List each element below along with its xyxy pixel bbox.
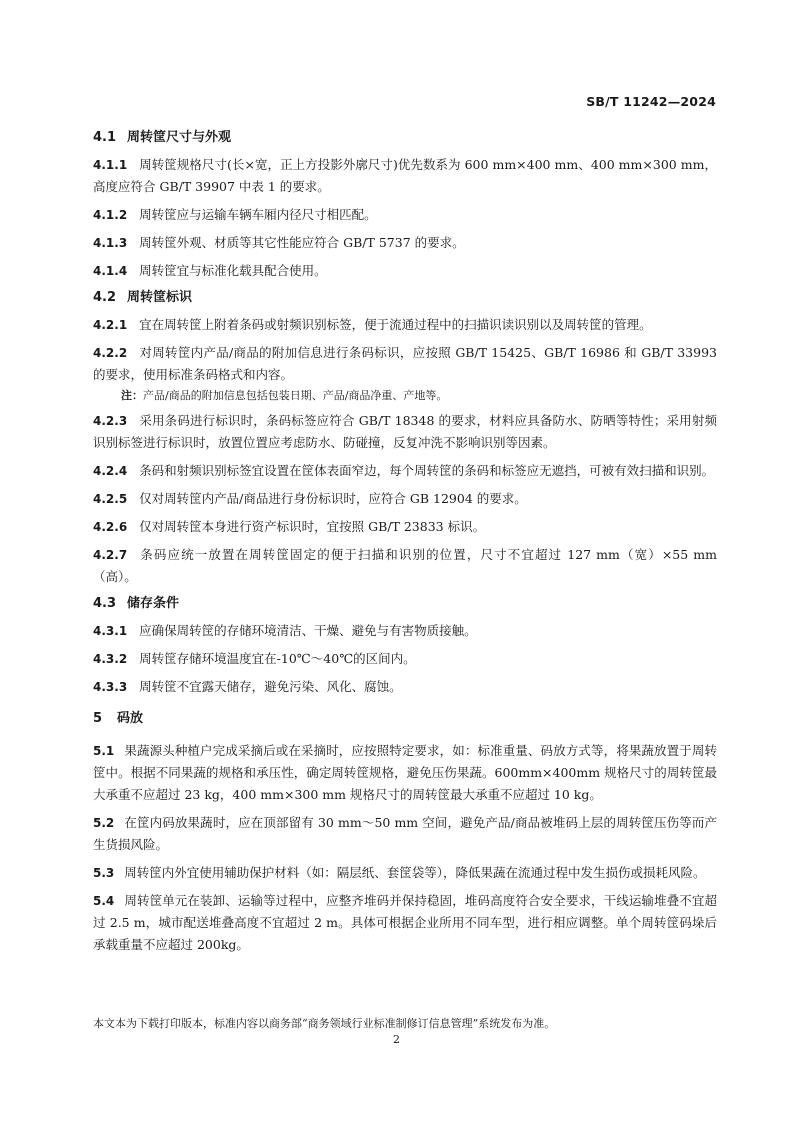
clause-text: 应确保周转筐的存储环境清洁、干燥、避免与有害物质接触。 [139, 623, 477, 638]
clause-4-2-5 [93, 488, 717, 510]
clause-number: 5.3 [93, 866, 115, 880]
clause-number: 4.1.2 [93, 208, 128, 222]
clause-4-1-3 [93, 232, 717, 254]
section-number: 4.1 [93, 130, 117, 145]
section-title: 周转筐标识 [127, 290, 193, 305]
clause-4-1-1 [93, 154, 717, 198]
clause-5-2 [93, 812, 717, 856]
clause-text: 宜在周转筐上附着条码或射频识别标签，便于流通过程中的扫描识读识别以及周转筐的管理。 [139, 317, 652, 332]
section-heading-5 [93, 709, 717, 729]
clause-number: 4.2.4 [93, 464, 128, 478]
clause-text: 对周转筐内产品/商品的附加信息进行条码标识，应按照 GB/T 15425、GB/T 16986 和 GB/T 33993 的要求，使用标准条码格式和内容。 [93, 345, 717, 382]
note-label: 注： [121, 389, 143, 402]
clause-text: 周转筐宜与标准化载具配合使用。 [139, 263, 327, 278]
clause-text: 周转筐单元在装卸、运输等过程中，应整齐堆码并保持稳固，堆码高度符合安全要求，干线运输堆叠不宜超过 2.5 m，城市配送堆叠高度不宜超过 2 m。具体可根据企业所用不同车型，进行相应调整。单个周转筐码垛后承载重量不应超过 200kg。 [93, 893, 717, 952]
clause-5-3 [93, 862, 717, 884]
clause-text: 周转筐不宜露天储存，避免污染、风化、腐蚀。 [139, 679, 402, 694]
clause-4-2-4 [93, 460, 717, 482]
clause-4-1-4 [93, 260, 717, 282]
clause-text: 仅对周转筐内产品/商品进行身份标识时，应符合 GB 12904 的要求。 [139, 491, 527, 506]
clause-number: 4.1.1 [93, 158, 128, 172]
clause-number: 4.1.4 [93, 264, 128, 278]
section-title: 储存条件 [127, 596, 180, 611]
clause-text: 采用条码进行标识时，条码标签应符合 GB/T 18348 的要求，材料应具备防水、防晒等特性；采用射频识别标签进行标识时，放置位置应考虑防水、防碰撞，反复冲洗不影响识别等因素。 [93, 413, 717, 450]
clause-number: 4.2.3 [93, 414, 128, 428]
clause-note [121, 388, 717, 404]
clause-number: 4.3.3 [93, 680, 128, 694]
clause-4-2-1 [93, 314, 717, 336]
clause-4-3-2 [93, 648, 717, 670]
clause-4-1-2 [93, 204, 717, 226]
clause-number: 4.2.2 [93, 346, 128, 360]
document-id: SB/T 11242—2024 [586, 94, 716, 109]
section-heading-4-2 [93, 288, 717, 308]
clause-4-2-3 [93, 410, 717, 454]
section-number: 4.3 [93, 596, 117, 611]
clause-text: 条码应统一放置在周转筐固定的便于扫描和识别的位置，尺寸不宜超过 127 mm（宽）×55 mm（高）。 [93, 547, 717, 584]
clause-number: 4.2.5 [93, 492, 128, 506]
section-heading-4-3 [93, 594, 717, 614]
page-number: 2 [393, 1033, 400, 1046]
clause-number: 4.3.1 [93, 624, 128, 638]
clause-number: 5.2 [93, 816, 115, 830]
clause-4-2-6 [93, 516, 717, 538]
clause-4-3-3 [93, 676, 717, 698]
clause-text: 周转筐存储环境温度宜在-10℃～40℃的区间内。 [139, 651, 416, 666]
clause-number: 4.2.1 [93, 318, 128, 332]
document-body [93, 122, 717, 962]
clause-text: 条码和射频识别标签宜设置在筐体表面窄边，每个周转筐的条码和标签应无遮挡，可被有效扫描和识别。 [139, 463, 715, 478]
clause-number: 5.1 [93, 744, 115, 758]
section-title: 码放 [117, 711, 144, 726]
clause-text: 果蔬源头种植户完成采摘后或在采摘时，应按照特定要求，如：标准重量、码放方式等，将果蔬放置于周转筐中。根据不同果蔬的规格和承压性，确定周转筐规格，避免压伤果蔬。600mm×400mm 规格尺寸的周转筐最大承重不应超过 23 kg，400 mm×300 mm 规格尺寸的周转筐最大承重不应超过 10 kg。 [93, 743, 717, 802]
clause-text: 周转筐应与运输车辆车厢内径尺寸相匹配。 [139, 207, 377, 222]
clause-text: 仅对周转筐本身进行资产标识时，宜按照 GB/T 23833 标识。 [139, 519, 486, 534]
clause-number: 4.3.2 [93, 652, 128, 666]
clause-number: 4.1.3 [93, 236, 128, 250]
clause-4-3-1 [93, 620, 717, 642]
clause-text: 周转筐外观、材质等其它性能应符合 GB/T 5737 的要求。 [139, 235, 465, 250]
section-title: 周转筐尺寸与外观 [127, 130, 232, 145]
clause-number: 4.2.6 [93, 520, 128, 534]
section-number: 4.2 [93, 290, 117, 305]
note-text: 产品/商品的附加信息包括包装日期、产品/商品净重、产地等。 [143, 389, 448, 402]
clause-4-2-7 [93, 544, 717, 588]
clause-text: 周转筐内外宜使用辅助保护材料（如：隔层纸、套筐袋等），降低果蔬在流通过程中发生损伤或损耗风险。 [124, 865, 706, 880]
footer-disclaimer: 本文本为下载打印版本，标准内容以商务部“商务领域行业标准制修订信息管理”系统发布为准。 [93, 1017, 556, 1030]
section-heading-4-1 [93, 128, 717, 148]
section-number: 5 [93, 711, 103, 726]
clause-number: 5.4 [93, 894, 115, 908]
clause-text: 在筐内码放果蔬时，应在顶部留有 30 mm～50 mm 空间，避免产品/商品被堆码上层的周转筐压伤等而产生货损风险。 [93, 815, 717, 852]
clause-text: 周转筐规格尺寸(长×宽，正上方投影外廓尺寸)优先数系为 600 mm×400 mm、400 mm×300 mm，高度应符合 GB/T 39907 中表 1 的要求。 [93, 157, 717, 194]
clause-4-2-2 [93, 342, 717, 386]
clause-5-4 [93, 890, 717, 956]
clause-5-1 [93, 740, 717, 806]
clause-number: 4.2.7 [93, 548, 128, 562]
